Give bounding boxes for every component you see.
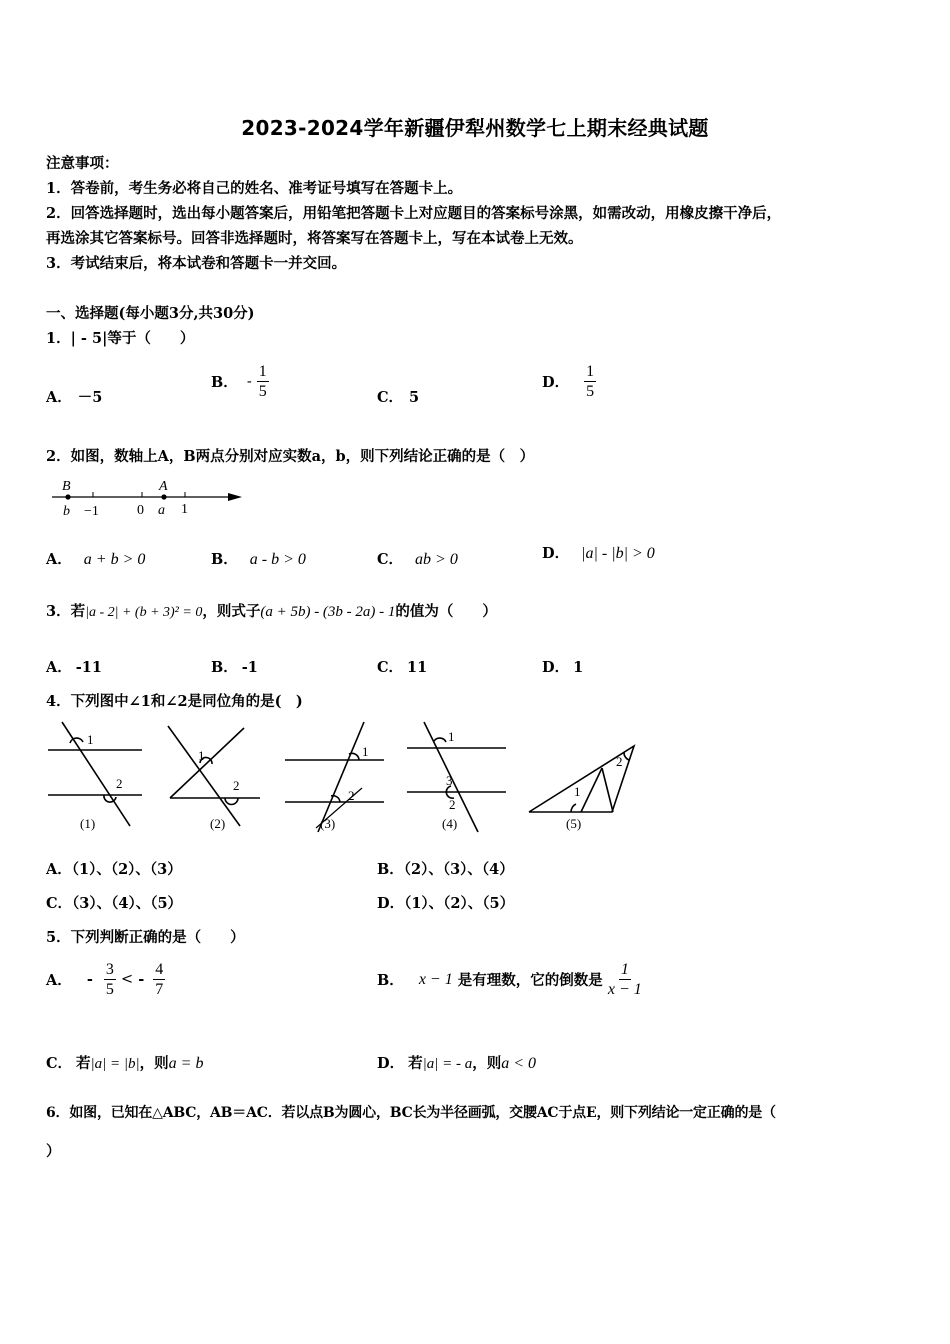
q5-option-c[interactable]: C． 若|a| = |b|，则a = b bbox=[46, 1055, 204, 1072]
figure-label: (4) bbox=[442, 816, 458, 831]
angle-2-label: 2 bbox=[348, 788, 355, 803]
figure-label: (2) bbox=[210, 816, 226, 831]
notice-item: 3．考试结束后，将本试卷和答题卡一并交回。 bbox=[46, 255, 347, 272]
point-A-label: A bbox=[159, 479, 168, 494]
figure-label: (5) bbox=[566, 816, 582, 831]
angle-3-label: 3 bbox=[446, 773, 453, 788]
one-label: 1 bbox=[181, 502, 188, 517]
q2-option-a[interactable]: A． a + b > 0 bbox=[46, 551, 146, 568]
q3-option-c[interactable]: C． 11 bbox=[377, 659, 428, 676]
angle-1-label: 1 bbox=[448, 729, 455, 744]
figure-label: (3) bbox=[320, 816, 336, 831]
notice-item: 再选涂其它答案标号。回答非选择题时，将答案写在答题卡上，写在本试卷上无效。 bbox=[46, 230, 583, 247]
q1-stem: 1．| - 5|等于（ ） bbox=[46, 330, 195, 347]
angle-2-label: 2 bbox=[233, 778, 240, 793]
angle-2-label: 2 bbox=[449, 797, 456, 812]
q2-option-c[interactable]: C． ab > 0 bbox=[377, 551, 458, 568]
notice-heading: 注意事项： bbox=[46, 155, 119, 172]
angle-1-label: 1 bbox=[87, 732, 94, 747]
point-B-label: B bbox=[62, 479, 71, 494]
angle-1-label: 1 bbox=[198, 748, 205, 763]
minus-one-label: −1 bbox=[84, 504, 99, 519]
q3-option-b[interactable]: B． -1 bbox=[211, 659, 258, 676]
notice-item: 1．答卷前，考生务必将自己的姓名、准考证号填写在答题卡上。 bbox=[46, 180, 463, 197]
q5-stem: 5．下列判断正确的是（ ） bbox=[46, 929, 245, 946]
q4-option-b[interactable]: B．（2）、（3）、（4） bbox=[377, 861, 514, 878]
q3-option-d[interactable]: D． 1 bbox=[542, 659, 584, 676]
q2-option-d[interactable]: D． |a| - |b| > 0 bbox=[542, 545, 655, 562]
q4-option-d[interactable]: D．（1）、（2）、（5） bbox=[377, 895, 515, 912]
q1-option-d[interactable]: D． $\frac{1}{5}$ bbox=[542, 363, 595, 400]
q5-option-d[interactable]: D． 若|a| = - a，则a < 0 bbox=[377, 1055, 536, 1072]
q4-option-a[interactable]: A．（1）、（2）、（3） bbox=[46, 861, 182, 878]
q4-option-c[interactable]: C．（3）、（4）、（5） bbox=[46, 895, 183, 912]
angle-1-label: 1 bbox=[362, 744, 369, 759]
q1-option-c[interactable]: C． 5 bbox=[377, 389, 420, 406]
q1-option-a[interactable]: A． －5 bbox=[46, 389, 103, 406]
q6-stem: 6．如图，已知在△ABC，AB＝AC．若以点B为圆心，BC长为半径画弧，交腰AC于点E，则下列结论一定正确的是（ bbox=[46, 1105, 776, 1121]
q2-option-b[interactable]: B． a - b > 0 bbox=[211, 551, 306, 568]
q3-stem: 3．若|a - 2| + (b + 3)² = 0，则式子(a + 5b) - (3b - 2a) - 1的值为（ ） bbox=[46, 603, 497, 620]
q3-option-a[interactable]: A． -11 bbox=[46, 659, 102, 676]
angle-2-label: 2 bbox=[616, 754, 623, 769]
q5-option-a[interactable]: A． - $\frac{3}{5}$ < - $\frac{4}{7}$ bbox=[46, 961, 164, 998]
notice-item: 2．回答选择题时，选出每小题答案后，用铅笔把答题卡上对应题目的答案标号涂黑，如需改动，用橡皮擦干净后， bbox=[46, 205, 782, 222]
angle-figures bbox=[40, 716, 650, 838]
a-label: a bbox=[158, 503, 165, 518]
b-label: b bbox=[63, 504, 70, 519]
angle-2-label: 2 bbox=[116, 776, 123, 791]
exam-title: 2023-2024学年新疆伊犁州数学七上期末经典试题 bbox=[241, 116, 709, 140]
angle-1-label: 1 bbox=[574, 784, 581, 799]
zero-label: 0 bbox=[137, 503, 144, 518]
q2-stem: 2．如图，数轴上A，B两点分别对应实数a，b，则下列结论正确的是（ ） bbox=[46, 448, 535, 465]
q6-stem-cont: ） bbox=[46, 1143, 61, 1160]
q4-stem: 4．下列图中∠1和∠2是同位角的是( ) bbox=[46, 693, 303, 710]
q1-option-b[interactable]: B． - $\frac{1}{5}$ bbox=[211, 363, 267, 400]
section-heading: 一、选择题(每小题3分,共30分) bbox=[46, 305, 255, 322]
q5-option-b[interactable]: B． x − 1 是有理数，它的倒数是 $\frac{1}{x - 1}$ bbox=[377, 961, 642, 998]
number-line-figure bbox=[46, 474, 246, 520]
figure-label: (1) bbox=[80, 816, 96, 831]
